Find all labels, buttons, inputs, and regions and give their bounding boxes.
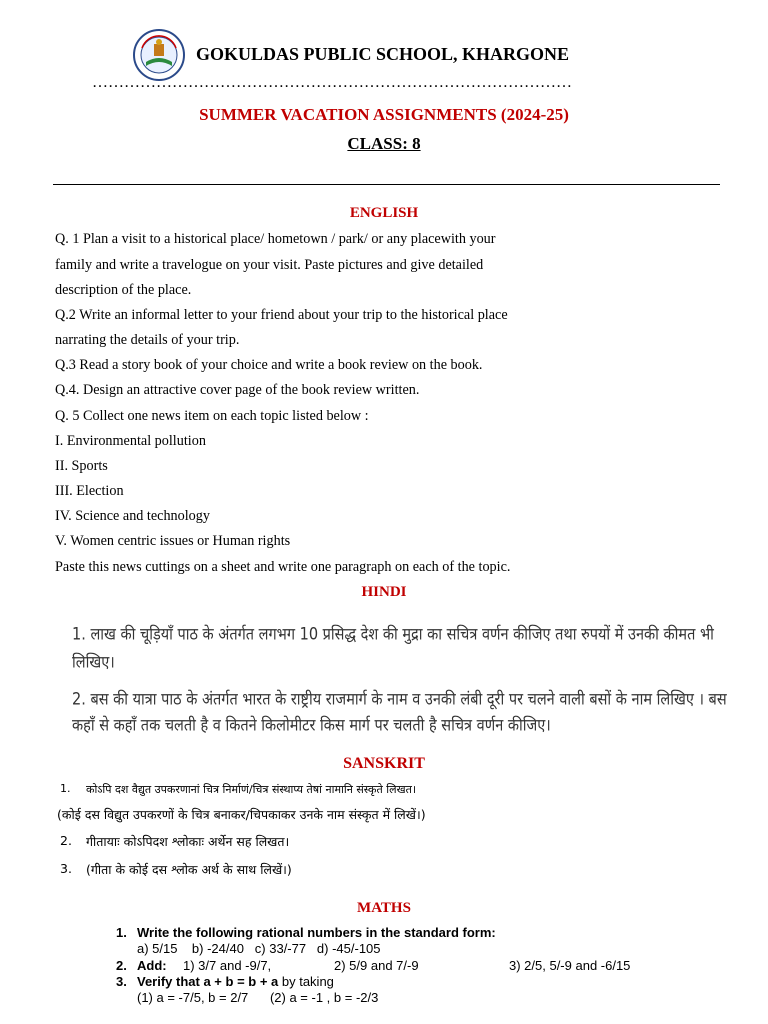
maths-q2-part-b: 2) 5/9 and 7/-9 bbox=[334, 958, 419, 973]
english-line: I. Environmental pollution bbox=[55, 433, 206, 449]
maths-q3-parts: (1) a = -7/5, b = 2/7 (2) a = -1 , b = -2/3 bbox=[137, 990, 379, 1005]
maths-q1: Write the following rational numbers in the standard form: bbox=[137, 925, 496, 940]
english-line: II. Sports bbox=[55, 458, 108, 474]
maths-q2-number: 2. bbox=[116, 958, 127, 973]
sanskrit-q1: कोऽपि दश वैद्युत उपकरणानां चित्र निर्माणं/चित्र संस्थाप्य तेषां नामानि संस्कृते लिखत। bbox=[86, 783, 417, 796]
maths-q3 bbox=[137, 974, 334, 989]
english-line: IV. Science and technology bbox=[55, 508, 210, 524]
maths-q1-number: 1. bbox=[116, 925, 127, 940]
sanskrit-q3-number: 3. bbox=[60, 861, 72, 876]
english-line: III. Election bbox=[55, 483, 124, 499]
english-line: description of the place. bbox=[55, 282, 192, 298]
maths-q3-tail: by taking bbox=[278, 974, 334, 989]
hindi-line: 2. बस की यात्रा पाठ के अंतर्गत भारत के राष्ट्रीय राजमार्ग के नाम व उनकी लंबी दूरी पर चलने वाली बसों के नाम लिखिए । बस bbox=[72, 690, 727, 709]
english-line: Q.4. Design an attractive cover page of the book review written. bbox=[55, 382, 420, 398]
maths-q2-label: Add: bbox=[137, 958, 167, 973]
english-line: family and write a travelogue on your visit. Paste pictures and give detailed bbox=[55, 257, 484, 273]
horizontal-rule bbox=[53, 184, 720, 185]
sanskrit-q2-number: 2. bbox=[60, 833, 72, 848]
maths-q3-text: Verify that a + b = b + a bbox=[137, 974, 279, 989]
english-line: V. Women centric issues or Human rights bbox=[55, 533, 291, 549]
dotted-separator: ……………………………………………………………………………… bbox=[92, 74, 572, 91]
school-name: GOKULDAS PUBLIC SCHOOL, KHARGONE bbox=[196, 44, 570, 64]
english-line: Paste this news cuttings on a sheet and write one paragraph on each of the topic. bbox=[55, 559, 511, 575]
class-label: CLASS: 8 bbox=[347, 134, 421, 153]
hindi-heading: HINDI bbox=[361, 584, 407, 600]
english-line: Q. 1 Plan a visit to a historical place/ hometown / park/ or any placewith your bbox=[55, 231, 496, 247]
hindi-line: कहाँ से कहाँ तक चलती है व कितने किलोमीटर किस मार्ग पर चलती है सचित्र वर्णन कीजिए। bbox=[72, 716, 551, 735]
hindi-line: 1. लाख की चूड़ियाँ पाठ के अंतर्गत लगभग 10 प्रसिद्ध देश की मुद्रा का सचित्र वर्णन कीजिए तथा रुपयों में उनकी कीमत भी bbox=[72, 625, 714, 644]
sanskrit-q2: गीतायाः कोऽपिदश श्लोकाः अर्थेन सह लिखत। bbox=[86, 834, 290, 849]
hindi-line: लिखिए। bbox=[72, 653, 115, 672]
english-line: Q. 5 Collect one news item on each topic listed below : bbox=[55, 408, 369, 424]
english-line: Q.3 Read a story book of your choice and write a book review on the book. bbox=[55, 357, 483, 373]
sanskrit-heading: SANSKRIT bbox=[343, 755, 425, 772]
sanskrit-q3: (गीता के कोई दस श्लोक अर्थ के साथ लिखें।) bbox=[86, 862, 292, 877]
maths-q2-part-c: 3) 2/5, 5/-9 and -6/15 bbox=[509, 958, 631, 973]
english-line: narrating the details of your trip. bbox=[55, 332, 240, 348]
assignment-title: SUMMER VACATION ASSIGNMENTS (2024-25) bbox=[199, 105, 569, 124]
english-line: Q.2 Write an informal letter to your friend about your trip to the historical place bbox=[55, 307, 508, 323]
sanskrit-q1-number: 1. bbox=[60, 782, 71, 795]
sanskrit-q1-hindi: (कोई दस विद्युत उपकरणों के चित्र बनाकर/चिपकाकर उनके नाम संस्कृत में लिखें।) bbox=[57, 807, 426, 822]
maths-q2-part-a: 1) 3/7 and -9/7, bbox=[183, 958, 272, 973]
english-heading: ENGLISH bbox=[349, 205, 419, 221]
maths-heading: MATHS bbox=[357, 900, 411, 916]
maths-q3-number: 3. bbox=[116, 974, 127, 989]
maths-q1-parts: a) 5/15 b) -24/40 c) 33/-77 d) -45/-105 bbox=[137, 941, 381, 956]
